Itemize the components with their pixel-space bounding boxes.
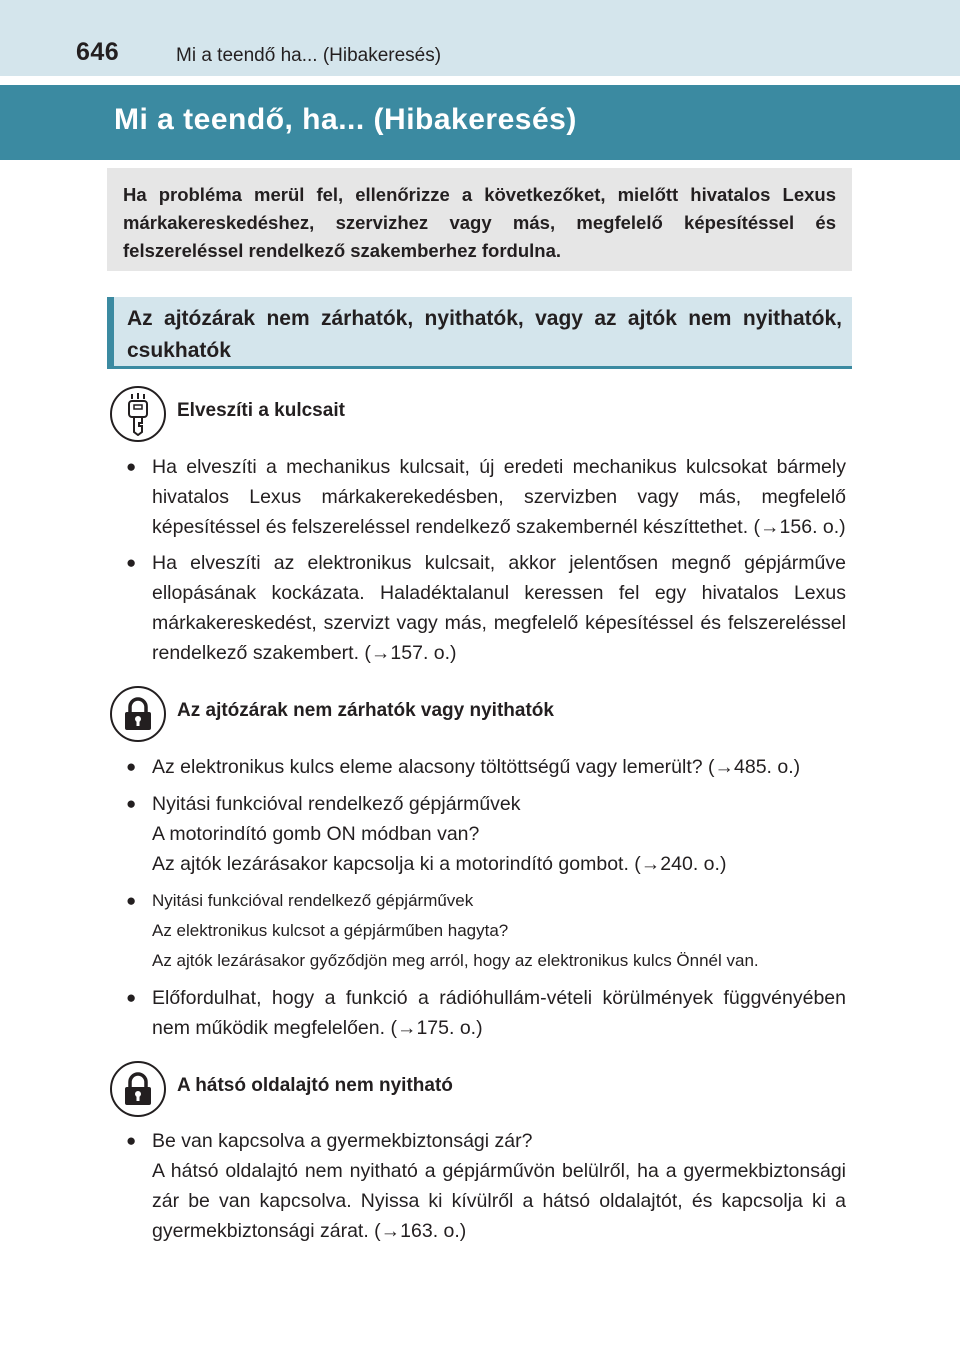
subsection-label: Elveszíti a kulcsait — [177, 400, 345, 421]
bullet-item: ● Az elektronikus kulcs eleme alacsony töltöttségű vagy lemerült? (→485. o.) — [152, 752, 846, 782]
subsection-lost-keys — [110, 386, 850, 446]
subsection-label: Az ajtózárak nem zárhatók vagy nyithatók — [177, 700, 554, 721]
subsection-label: A hátsó oldalajtó nem nyitható — [177, 1075, 453, 1096]
section-heading: Az ajtózárak nem zárhatók, nyithatók, vagy az ajtók nem nyithatók, csukhatók — [107, 297, 852, 369]
subsection-locks — [110, 686, 850, 746]
bullet-item: ● Nyitási funkcióval rendelkező gépjárművek A motorindító gomb ON módban van? Az ajtók lezárásakor kapcsolja ki a motorindító gombot. (→240. o.) — [152, 789, 846, 879]
key-icon — [110, 386, 166, 442]
title-band — [0, 85, 960, 160]
lock-icon — [110, 1061, 166, 1117]
header-bar — [0, 0, 960, 76]
bullet-item: ● Ha elveszíti az elektronikus kulcsait, akkor jelentősen megnő gépjárműve ellopásának kockázata. Haladéktalanul keressen fel egy hivatalos Lexus márkakereskedést, szervizt vagy más, megfelelő képesítéssel és felszereléssel rendelkező szakembert. (→157. o.) — [152, 548, 846, 668]
running-title: Mi a teendő ha... (Hibakeresés) — [176, 45, 442, 66]
page-number: 646 — [76, 38, 120, 66]
page-title: Mi a teendő, ha... (Hibakeresés) — [114, 103, 577, 136]
bullet-item: ● Nyitási funkcióval rendelkező gépjárművek Az elektronikus kulcsot a gépjárműben hagyta? Az ajtók lezárásakor győződjön meg arról, hogy az elektronikus kulcs Önnél van. — [152, 886, 846, 976]
bullet-item: ● Előfordulhat, hogy a funkció a rádióhullám-vételi körülmények függvényében nem működik megfelelően. (→175. o.) — [152, 983, 846, 1043]
bullet-item: ● Be van kapcsolva a gyermekbiztonsági zár? A hátsó oldalajtó nem nyitható a gépjárművön belülről, ha a gyermekbiztonsági zár be van kapcsolva. Nyissa ki kívülről a hátsó oldalajtót, és kapcsolja ki a gyermekbiztonsági zárat. (→163. o.) — [152, 1126, 846, 1246]
bullet-item: ● Ha elveszíti a mechanikus kulcsait, új eredeti mechanikus kulcsokat bármely hivatalos Lexus márkakerekedésben, szervizben vagy más, megfelelő képesítéssel és felszereléssel rendelkező szakembernél készíttethet. (→156. o.) — [152, 452, 846, 542]
intro-box: Ha probléma merül fel, ellenőrizze a következőket, mielőtt hivatalos Lexus márkakereskedéshez, szervizhez vagy más, megfelelő képesítéssel és felszereléssel rendelkező szakemberhez fordulna. — [107, 168, 852, 271]
lock-icon — [110, 686, 166, 742]
subsection-rear-door — [110, 1061, 850, 1121]
